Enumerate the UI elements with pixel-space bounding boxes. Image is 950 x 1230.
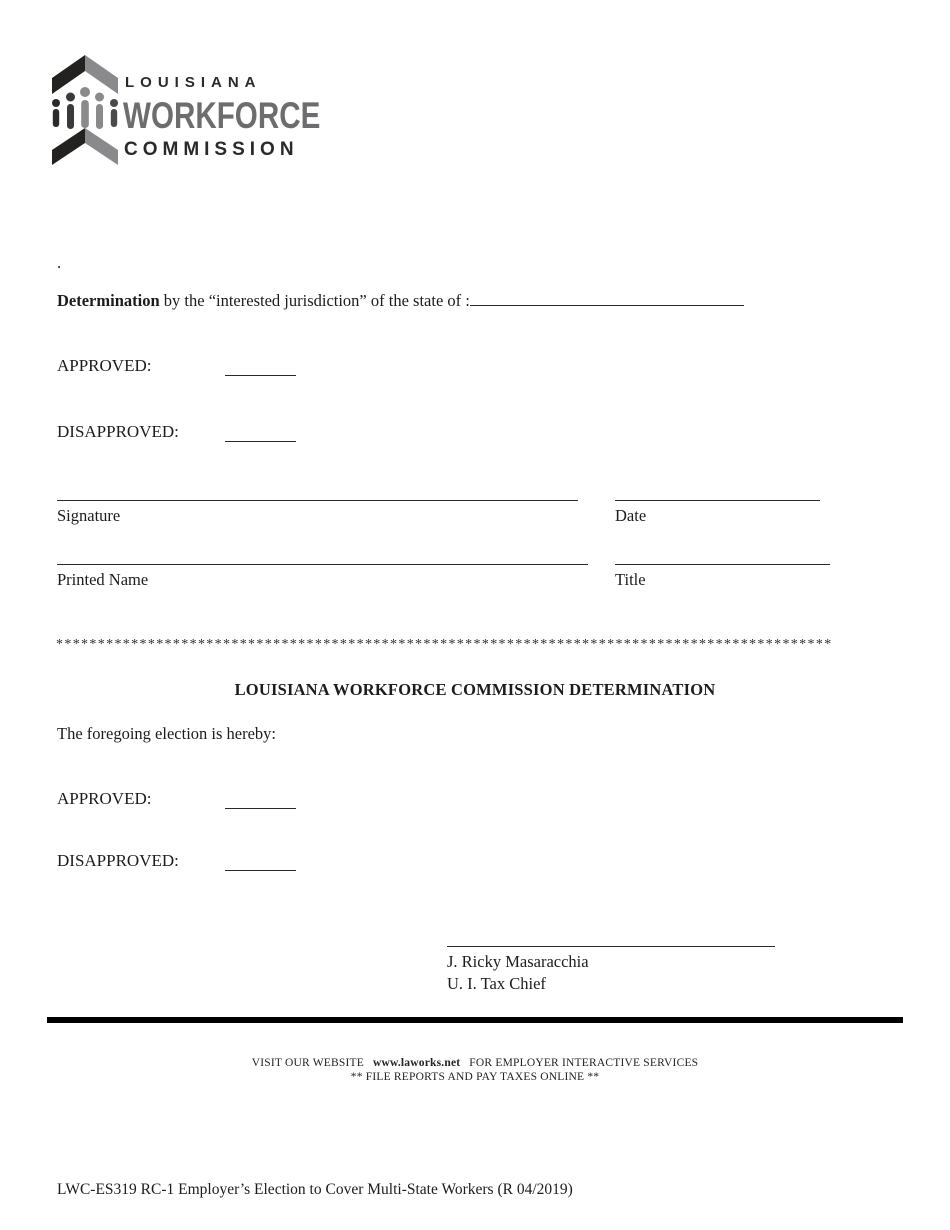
people-dots (52, 87, 118, 129)
footer-website-line (0, 1057, 950, 1069)
disapproved-blank-2 (225, 854, 296, 871)
title-label: Title (615, 570, 646, 589)
determination-word: Determination (57, 291, 160, 310)
state-of-blank-line (470, 291, 744, 306)
footer-visit-prefix: VISIT OUR WEBSITE (251, 1057, 364, 1069)
date-line (615, 484, 820, 501)
footer-website-url: www.laworks.net (372, 1057, 461, 1069)
approved-label-2: APPROVED: (57, 789, 152, 808)
disapproved-label-2: DISAPPROVED: (57, 851, 179, 870)
footer-visit-suffix: FOR EMPLOYER INTERACTIVE SERVICES (469, 1057, 699, 1069)
signature-label: Signature (57, 506, 121, 525)
approved-blank-2 (225, 792, 296, 809)
disapproved-label-1: DISAPPROVED: (57, 422, 179, 441)
logo-text-commission: COMMISSION (124, 139, 299, 160)
approved-blank-1 (225, 359, 296, 376)
asterisk-divider: ********************************************************************************************* (56, 637, 833, 652)
signer-name: J. Ricky Masaracchia (447, 952, 589, 971)
date-label: Date (615, 506, 647, 525)
stray-period: . (57, 253, 62, 272)
footer-file-reports-line: ** FILE REPORTS AND PAY TAXES ONLINE ** (350, 1071, 600, 1083)
lwc-determination-heading: LOUISIANA WORKFORCE COMMISSION DETERMINATION (234, 680, 716, 699)
signer-title: U. I. Tax Chief (447, 974, 546, 993)
determination-line (57, 291, 744, 311)
logo-text-louisiana: LOUISIANA (125, 74, 262, 91)
signer-signature-line (447, 930, 775, 947)
printed-name-line (57, 548, 588, 565)
printed-name-label: Printed Name (57, 570, 149, 589)
form-id-text: LWC-ES319 RC-1 Employer’s Election to Cover Multi-State Workers (R 04/2019) (57, 1181, 573, 1198)
disapproved-blank-1 (225, 425, 296, 442)
approved-label-1: APPROVED: (57, 356, 152, 375)
lwc-logo (50, 55, 320, 167)
foregoing-election-text: The foregoing election is hereby: (57, 724, 277, 743)
determination-rest: by the “interested jurisdiction” of the state of : (159, 291, 470, 310)
lwc-logo-icon (50, 55, 120, 165)
bottom-divider-rule (47, 1017, 903, 1023)
logo-text-workforce: WORKFORCE (123, 95, 321, 136)
title-line (615, 548, 830, 565)
signature-line (57, 484, 578, 501)
